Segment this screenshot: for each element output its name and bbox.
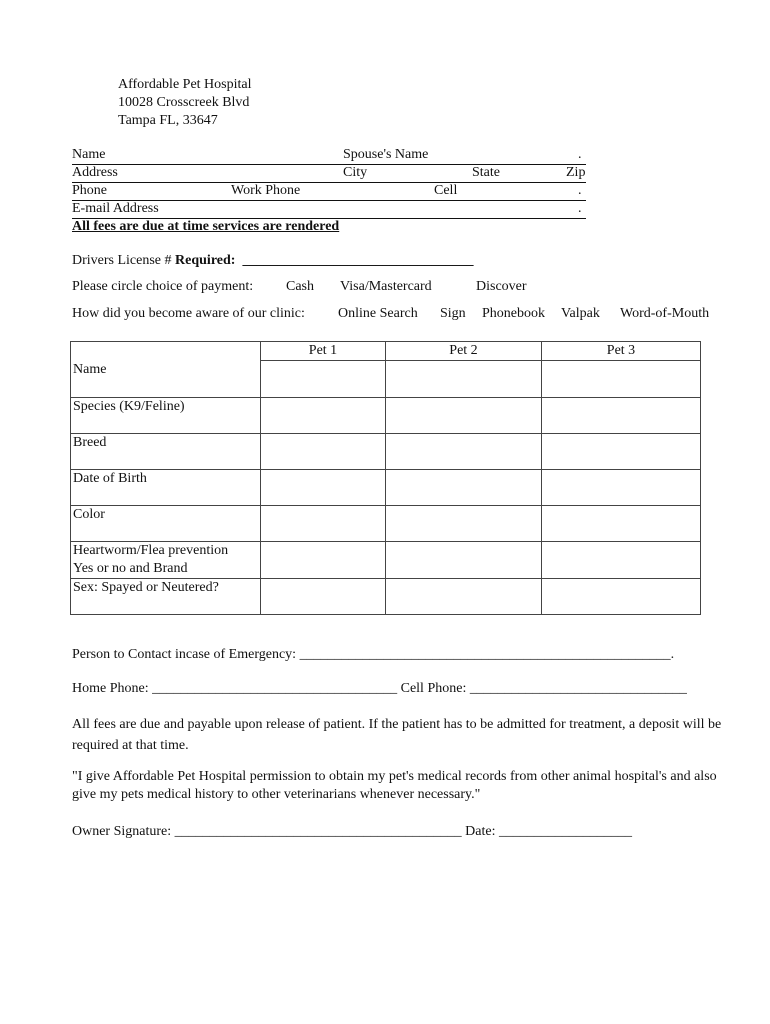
owner-signature-label: Owner Signature:	[72, 824, 175, 839]
row-label-color: Color	[71, 506, 261, 542]
referral-option-sign[interactable]: Sign	[440, 306, 466, 321]
pet-2-species-cell[interactable]	[386, 398, 542, 434]
pet-1-heartworm-cell[interactable]	[261, 542, 386, 579]
work-phone-label: Work Phone	[231, 183, 301, 198]
table-row	[71, 398, 701, 434]
pet-1-dob-cell[interactable]	[261, 470, 386, 506]
email-label: E-mail Address	[72, 201, 159, 216]
pet-2-dob-cell[interactable]	[386, 470, 542, 506]
referral-option-phonebook[interactable]: Phonebook	[482, 306, 545, 321]
pet-2-sex-cell[interactable]	[386, 579, 542, 615]
state-label: State	[472, 165, 500, 180]
pet-2-breed-cell[interactable]	[386, 434, 542, 470]
emergency-contact-label: Person to Contact incase of Emergency:	[72, 647, 300, 662]
pet-3-breed-cell[interactable]	[542, 434, 701, 470]
date-label: Date:	[461, 824, 499, 839]
cell-label: Cell	[434, 183, 458, 198]
table-row	[71, 506, 701, 542]
end-mark: .	[578, 183, 582, 198]
home-phone-label: Home Phone:	[72, 681, 153, 696]
fees-notice: All fees are due at time services are rendered	[72, 219, 340, 234]
clinic-name: Affordable Pet Hospital	[118, 77, 252, 92]
row-label-breed: Breed	[71, 434, 261, 470]
table-row	[71, 434, 701, 470]
pet-3-heartworm-cell[interactable]	[542, 542, 701, 579]
payment-label: Please circle choice of payment:	[72, 279, 254, 294]
table-row	[71, 579, 701, 615]
cell-phone-label: Cell Phone:	[397, 681, 470, 696]
pet-info-table	[70, 341, 701, 615]
row-label-date-of-birth: Date of Birth	[71, 470, 261, 506]
address-label: Address	[72, 165, 118, 180]
drivers-license-label: Drivers License #	[72, 253, 176, 268]
pet-1-color-cell[interactable]	[261, 506, 386, 542]
emergency-contact-line[interactable]	[72, 646, 674, 664]
pet-2-heartworm-cell[interactable]	[386, 542, 542, 579]
table-row	[71, 470, 701, 506]
referral-label: How did you become aware of our clinic:	[72, 306, 305, 321]
signature-line[interactable]	[72, 823, 632, 841]
referral-option-online-search[interactable]: Online Search	[338, 306, 418, 321]
pet-1-sex-cell[interactable]	[261, 579, 386, 615]
pet-3-color-cell[interactable]	[542, 506, 701, 542]
phone-label: Phone	[72, 183, 107, 198]
city-label: City	[343, 165, 368, 180]
table-row	[71, 542, 701, 579]
emergency-contact-blank[interactable]: _____________________________________________________.	[299, 647, 675, 662]
pet-3-header: Pet 3	[542, 342, 701, 361]
phone-row[interactable]	[72, 182, 586, 201]
drivers-license-line[interactable]	[72, 252, 473, 270]
end-mark: .	[578, 147, 582, 162]
payment-option-cash[interactable]: Cash	[286, 279, 314, 294]
zip-label: Zip	[566, 165, 586, 180]
pet-2-header: Pet 2	[386, 342, 542, 361]
pet-1-name-cell[interactable]	[261, 361, 386, 398]
clinic-city-state-zip: Tampa FL, 33647	[118, 113, 218, 128]
payment-option-discover[interactable]: Discover	[476, 279, 527, 294]
email-row[interactable]	[72, 200, 586, 219]
pet-table-corner	[71, 342, 261, 361]
owner-name-row[interactable]	[72, 146, 586, 165]
pet-table-header-row	[71, 342, 701, 361]
required-label: Required:	[175, 253, 236, 268]
cell-phone-blank[interactable]: _______________________________	[469, 681, 687, 696]
payable-notice: All fees are due and payable upon release of patient. If the patient has to be admitted for treatment, a deposit will be required at that time.	[72, 717, 722, 753]
spouse-name-label: Spouse's Name	[343, 147, 429, 162]
phones-line[interactable]	[72, 680, 687, 698]
row-label-name: Name	[71, 361, 261, 398]
clinic-street: 10028 Crosscreek Blvd	[118, 95, 250, 110]
row-label-species: Species (K9/Feline)	[71, 398, 261, 434]
drivers-license-blank[interactable]: _________________________________	[242, 253, 474, 268]
pet-1-header: Pet 1	[261, 342, 386, 361]
pet-1-species-cell[interactable]	[261, 398, 386, 434]
referral-option-word-of-mouth[interactable]: Word-of-Mouth	[620, 306, 710, 321]
pet-3-species-cell[interactable]	[542, 398, 701, 434]
pet-3-name-cell[interactable]	[542, 361, 701, 398]
name-label: Name	[72, 147, 106, 162]
pet-2-name-cell[interactable]	[386, 361, 542, 398]
row-label-sex: Sex: Spayed or Neutered?	[71, 579, 261, 615]
pet-1-breed-cell[interactable]	[261, 434, 386, 470]
owner-signature-blank[interactable]: _________________________________________	[174, 824, 462, 839]
payment-option-visa-mastercard[interactable]: Visa/Mastercard	[340, 279, 432, 294]
pet-2-color-cell[interactable]	[386, 506, 542, 542]
pet-3-sex-cell[interactable]	[542, 579, 701, 615]
end-mark: .	[578, 201, 582, 216]
home-phone-blank[interactable]: ___________________________________	[152, 681, 398, 696]
date-blank[interactable]: ___________________	[498, 824, 632, 839]
permission-statement: "I give Affordable Pet Hospital permission to obtain my pet's medical records from other animal hospital's and also give my pets medical history to other veterinarians whenever necessary."	[72, 769, 717, 802]
address-row[interactable]	[72, 164, 586, 183]
pet-3-dob-cell[interactable]	[542, 470, 701, 506]
row-label-heartworm	[71, 542, 261, 579]
heartworm-label: Heartworm/Flea prevention	[73, 543, 229, 558]
table-row	[71, 361, 701, 398]
referral-option-valpak[interactable]: Valpak	[561, 306, 600, 321]
heartworm-sublabel: Yes or no and Brand	[73, 561, 188, 576]
